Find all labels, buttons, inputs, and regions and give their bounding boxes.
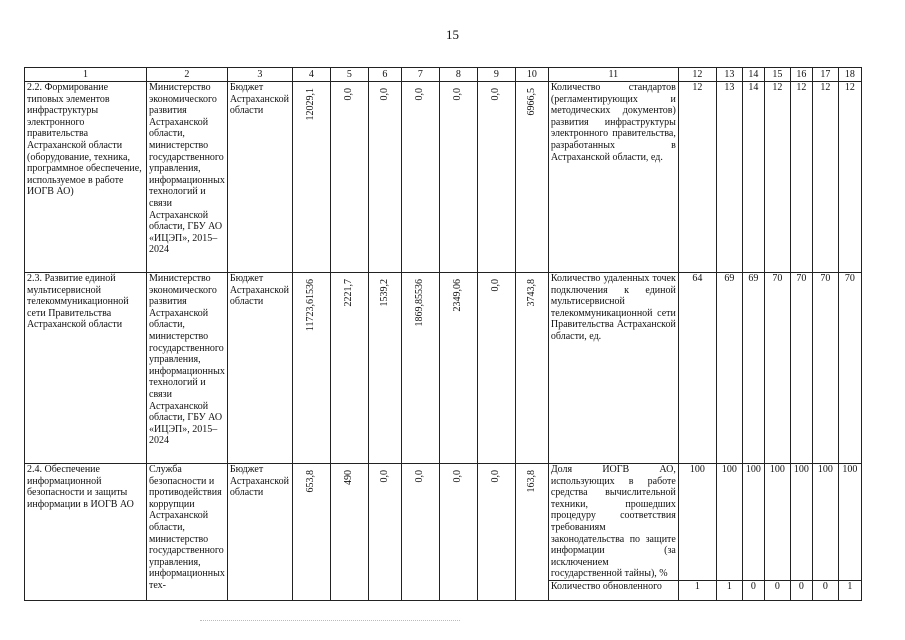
indicator-value: 12	[764, 82, 790, 273]
indicator-value: 70	[838, 273, 861, 464]
value-year	[439, 464, 477, 601]
indicator-value: 0	[742, 580, 764, 600]
indicator-value: 69	[716, 273, 742, 464]
value-text: 0,0	[414, 470, 426, 483]
value-year	[330, 273, 368, 464]
value-text: 0,0	[378, 88, 390, 101]
col-header: 12	[678, 68, 716, 82]
col-header: 7	[401, 68, 439, 82]
value-text: 0,0	[343, 88, 355, 101]
indicator-name: Количество удаленных точек подключения к единой мультисервисной телекоммуникационной сети Правительства Астраханской области, ед.	[548, 273, 678, 464]
value-year	[368, 82, 401, 273]
value-year	[368, 464, 401, 601]
col-header: 17	[812, 68, 838, 82]
indicator-value: 100	[678, 464, 716, 581]
indicator-value: 100	[838, 464, 861, 581]
funding-source: Бюджет Астраханской области	[227, 273, 292, 464]
col-header: 8	[439, 68, 477, 82]
value-text: 0,0	[452, 470, 464, 483]
col-header: 11	[548, 68, 678, 82]
value-year	[515, 464, 548, 601]
measure-name: 2.3. Развитие единой мультисервисной телекоммуникационной сети Правительства Астраханской области	[25, 273, 147, 464]
value-text: 0,0	[414, 88, 426, 101]
value-text: 0,0	[490, 470, 502, 483]
col-header: 1	[25, 68, 147, 82]
value-text: 2221,7	[343, 279, 355, 307]
indicator-value: 0	[812, 580, 838, 600]
value-text: 3743,8	[525, 279, 537, 307]
indicator-value: 1	[678, 580, 716, 600]
indicator-name: Количество обновленного	[548, 580, 678, 600]
indicator-value: 12	[678, 82, 716, 273]
col-header: 15	[764, 68, 790, 82]
value-total	[292, 273, 330, 464]
indicator-value: 100	[812, 464, 838, 581]
page-edge-artifact	[200, 620, 460, 622]
value-year	[368, 273, 401, 464]
col-header: 13	[716, 68, 742, 82]
measure-name: 2.4. Обеспечение информационной безопасности и защиты информации в ИОГВ АО	[25, 464, 147, 601]
indicator-value: 100	[742, 464, 764, 581]
indicator-value: 12	[790, 82, 812, 273]
value-year	[401, 82, 439, 273]
indicator-value: 13	[716, 82, 742, 273]
indicator-value: 70	[790, 273, 812, 464]
indicator-name: Количество стандартов (регламентирующих и методических документов) развития инфраструктуры электронного правительства, разработанных в Астраханской области, ед.	[548, 82, 678, 273]
col-header: 9	[477, 68, 515, 82]
value-year	[477, 464, 515, 601]
value-text: 11723,61536	[305, 279, 317, 332]
value-total	[292, 464, 330, 601]
indicator-value: 0	[790, 580, 812, 600]
value-year	[439, 82, 477, 273]
col-header: 16	[790, 68, 812, 82]
value-text: 6966,5	[525, 88, 537, 116]
value-year	[401, 464, 439, 601]
indicator-value: 0	[764, 580, 790, 600]
executor: Служба безопасности и противодействия коррупции Астраханской области, министерство государственного управления, информационных тех-	[147, 464, 228, 601]
indicator-value: 69	[742, 273, 764, 464]
value-text: 0,0	[490, 279, 502, 292]
value-text: 0,0	[490, 88, 502, 101]
col-header: 10	[515, 68, 548, 82]
indicator-value: 64	[678, 273, 716, 464]
program-table	[24, 67, 862, 601]
table-row	[25, 464, 862, 581]
value-year	[515, 273, 548, 464]
value-year	[439, 273, 477, 464]
indicator-value: 100	[764, 464, 790, 581]
col-header: 2	[147, 68, 228, 82]
col-header: 14	[742, 68, 764, 82]
value-year	[515, 82, 548, 273]
value-text: 1539,2	[378, 279, 390, 307]
value-text: 1869,85536	[414, 279, 426, 327]
executor: Министерство экономического развития Астраханской области, министерство государственного управления, информационных технологий и связи Астраханской области, ГБУ АО «ИЦЭП», 2015–2024	[147, 82, 228, 273]
funding-source: Бюджет Астраханской области	[227, 82, 292, 273]
value-text: 0,0	[378, 470, 390, 483]
col-header: 18	[838, 68, 861, 82]
indicator-value: 1	[838, 580, 861, 600]
value-text: 2349,06	[452, 279, 464, 312]
value-text: 490	[343, 470, 355, 485]
col-header: 3	[227, 68, 292, 82]
value-total	[292, 82, 330, 273]
col-header: 6	[368, 68, 401, 82]
table-row	[25, 273, 862, 464]
measure-name: 2.2. Формирование типовых элементов инфраструктуры электронного правительства Астраханской области (оборудование, техника, программное обеспечение, используемое в работе ИОГВ АО)	[25, 82, 147, 273]
indicator-value: 12	[838, 82, 861, 273]
value-text: 12029,1	[305, 88, 317, 121]
value-year	[330, 464, 368, 601]
col-header: 5	[330, 68, 368, 82]
header-row	[25, 68, 862, 82]
indicator-value: 14	[742, 82, 764, 273]
value-text: 163,8	[525, 470, 537, 493]
value-year	[477, 273, 515, 464]
indicator-value: 70	[812, 273, 838, 464]
value-text: 0,0	[452, 88, 464, 101]
indicator-value: 100	[716, 464, 742, 581]
value-year	[401, 273, 439, 464]
indicator-name: Доля ИОГВ АО, использующих в работе средства вычислительной техники, прошедших процедуру соответствия требованиям законодательства по защите информации (за исключением государственной тайны), %	[548, 464, 678, 581]
indicator-value: 1	[716, 580, 742, 600]
value-year	[477, 82, 515, 273]
col-header: 4	[292, 68, 330, 82]
executor: Министерство экономического развития Астраханской области, министерство государственного управления, информационных технологий и связи Астраханской области, ГБУ АО «ИЦЭП», 2015–2024	[147, 273, 228, 464]
funding-source: Бюджет Астраханской области	[227, 464, 292, 601]
value-year	[330, 82, 368, 273]
value-text: 653,8	[305, 470, 317, 493]
indicator-value: 100	[790, 464, 812, 581]
indicator-value: 12	[812, 82, 838, 273]
indicator-value: 70	[764, 273, 790, 464]
page-number: 15	[446, 27, 459, 42]
table-row	[25, 82, 862, 273]
